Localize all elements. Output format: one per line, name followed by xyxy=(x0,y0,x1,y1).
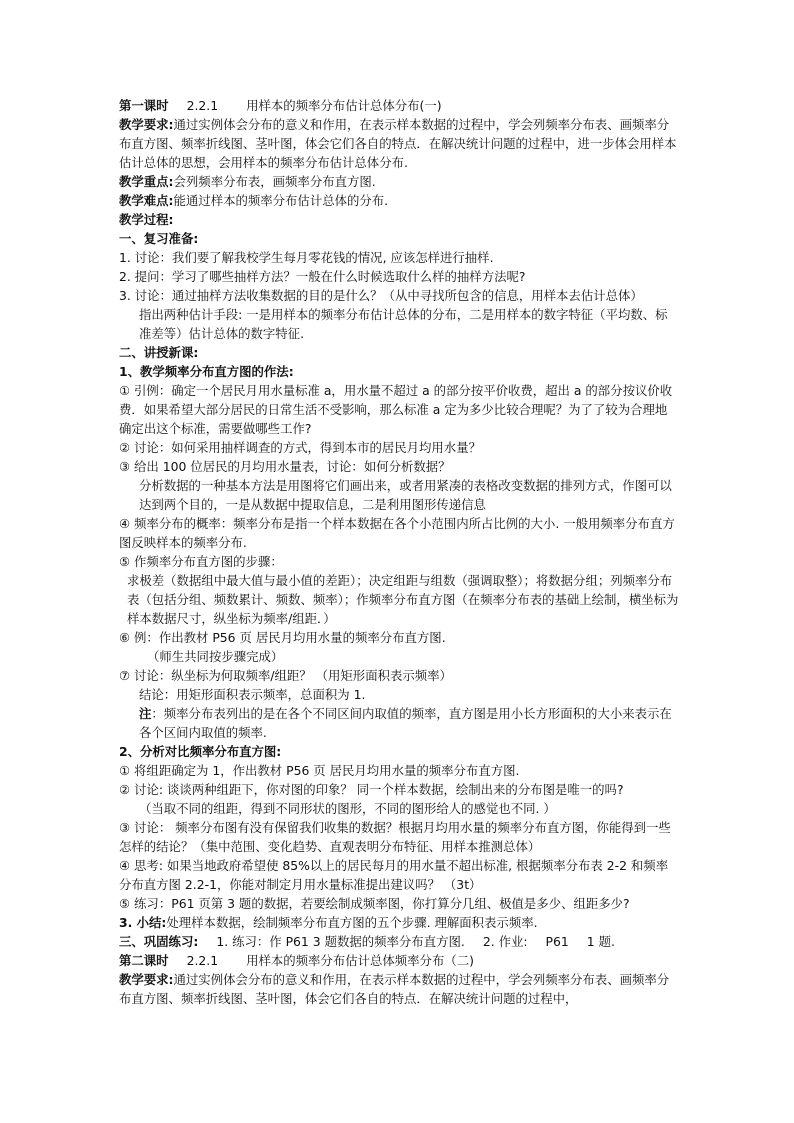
review-item-3: 3. 讨论：通过抽样方法收集数据的目的是什么？（从中寻找所包含的信息，用样本去估计总体） xyxy=(119,288,643,303)
lesson2-heading xyxy=(119,951,679,970)
lesson1-heading-title: 用样本的频率分布估计总体分布(一) xyxy=(246,98,442,113)
lesson1-heading xyxy=(119,96,679,115)
part1-item-4: ④ 频率分布的概率：频率分布是指一个样本数据在各个小范围内所占比例的大小. 一般用频率分布直方图反映样本的频率分布. xyxy=(119,516,675,550)
part1-item-5: ⑤ 作频率分布直方图的步骤： xyxy=(119,554,283,569)
practice-text-4: 1 题. xyxy=(586,934,615,949)
practice-text-2: 2. 作业: xyxy=(482,934,528,949)
lesson1-heading-section: 2.2.1 xyxy=(186,98,219,113)
review-heading: 一、复习准备: xyxy=(119,231,199,246)
lesson2-heading-title: 用样本的频率分布估计总体频率分布（二) xyxy=(246,953,474,968)
lesson1-difficulty xyxy=(119,191,679,210)
summary xyxy=(119,913,679,932)
new-lesson-heading: 二、讲授新课: xyxy=(119,345,199,360)
part2-item-4: ④ 思考: 如果当地政府希望使 85%以上的居民每月的用水量不超出标准, 根据频率分布表 2-2 和频率分布直方图 2.2-1，你能对制定月用水量标准提出建议吗？ （3t） xyxy=(119,858,669,892)
summary-text: 处理样本数据，绘制频率分布直方图的五个步骤. 理解面积表示频率. xyxy=(166,915,538,930)
annotation-text: ：频率分布表列出的是在各个不同区间内取值的频率，直方图是用小长方形面积的大小来表示在各个区间内取值的频率. xyxy=(139,706,672,740)
lesson1-diff-text: 能通过样本的频率分布估计总体的分布. xyxy=(173,193,389,208)
part1-item-6-note: （师生共同按步骤完成） xyxy=(147,649,284,664)
part1-item-3: ③ 给出 100 位居民的月均用水量表，讨论：如何分析数据？ xyxy=(119,459,451,474)
practice xyxy=(119,932,679,951)
lesson1-process-label: 教学过程: xyxy=(119,212,174,227)
lesson1-key-label: 教学重点: xyxy=(119,174,174,189)
review-note: 指出两种估计手段: 一是用样本的频率分布估计总体的分布，二是用样本的数字特征（平均数、标准差等）估计总体的数字特征. xyxy=(139,307,668,341)
part1-item-1: ① 引例：确定一个居民月用水量标准 a，用水量不超过 a 的部分按平价收费，超出 a 的部分按议价收费．如果希望大部分居民的日常生活不受影响，那么标准 a 定为多少比较合理呢？为了了较为合理地确定出这个标准，需要做哪些工作? xyxy=(119,383,673,436)
lesson2-requirements xyxy=(119,970,679,1008)
part1-item-2: ② 讨论：如何采用抽样调查的方式，得到本市的居民月均用水量？ xyxy=(119,440,481,455)
part2-item-5: ⑤ 练习：P61 页第 3 题的数据，若要绘制成频率图，你打算分几组、极值是多少、组距多少? xyxy=(119,896,630,911)
lesson1-req-label: 教学要求: xyxy=(119,117,174,132)
part2-item-3: ③ 讨论： 频率分布图有没有保留我们收集的数据？根据月均用水量的频率分布直方图，你能得到一些怎样的结论？（集中范围、变化趋势、直观表明分布特征、用样本推测总体） xyxy=(119,820,671,854)
annotation-label: 注 xyxy=(139,706,152,721)
lesson1-diff-label: 教学难点: xyxy=(119,193,174,208)
practice-text-1: 1. 练习：作 P61 3 题数据的频率分布直方图. xyxy=(216,934,465,949)
part1-heading: 1、教学频率分布直方图的作法: xyxy=(119,364,294,379)
review-item-2: 2. 提问：学习了哪些抽样方法？一般在什么时候选取什么样的抽样方法呢? xyxy=(119,269,526,284)
lesson1-req-text: 通过实例体会分布的意义和作用，在表示样本数据的过程中，学会列频率分布表、画频率分布直方图、频率折线图、茎叶图，体会它们各自的特点．在解决统计问题的过程中，进一步体会用样本估计总体的思想，会用样本的频率分布估计总体分布. xyxy=(119,117,677,170)
part1-item-7-conclusion: 结论：用矩形面积表示频率，总面积为 1. xyxy=(139,687,366,702)
practice-label: 三、巩固练习: xyxy=(119,934,199,949)
part2-item-1: ① 将组距确定为 1，作出教材 P56 页 居民月均用水量的频率分布直方图. xyxy=(119,763,520,778)
lesson2-heading-section: 2.2.1 xyxy=(186,953,219,968)
part1-item-3-note: 分析数据的一种基本方法是用图将它们画出来，或者用紧凑的表格改变数据的排列方式，作图可以达到两个目的，一是从数据中提取信息，二是利用图形传递信息 xyxy=(139,478,672,512)
part1-item-5-note: 求极差（数据组中最大值与最小值的差距）；决定组距与组数（强调取整）；将数据分组；列频率分布表（包括分组、频数累计、频数、频率）；作频率分布直方图（在频率分布表的基础上绘制，横坐标为样本数据尺寸，纵坐标为频率/组距．） xyxy=(127,573,679,626)
lesson1-requirements xyxy=(119,115,679,172)
part1-item-7: ⑦ 讨论：纵坐标为何取频率/组距？ （用矩形面积表示频率） xyxy=(119,668,452,683)
part1-item-6: ⑥ 例：作出教材 P56 页 居民月均用水量的频率分布直方图. xyxy=(119,630,446,645)
lesson2-req-text: 通过实例体会分布的意义和作用，在表示样本数据的过程中，学会列频率分布表、画频率分布直方图、频率折线图、茎叶图，体会它们各自的特点．在解决统计问题的过程中， xyxy=(119,972,670,1006)
lesson1-key-point xyxy=(119,172,679,191)
part2-item-2-note: （当取不同的组距，得到不同形状的图形，不同的图形给人的感觉也不同. ） xyxy=(139,801,556,816)
part2-heading: 2、分析对比频率分布直方图: xyxy=(119,744,282,759)
practice-text-3: P61 xyxy=(545,934,569,949)
review-item-1: 1. 讨论：我们要了解我校学生每月零花钱的情况, 应该怎样进行抽样. xyxy=(119,250,494,265)
summary-label: 3. 小结: xyxy=(119,915,167,930)
lesson2-heading-label: 第二课时 xyxy=(119,953,169,968)
lesson1-key-text: 会列频率分布表，画频率分布直方图. xyxy=(173,174,376,189)
lesson1-heading-label: 第一课时 xyxy=(119,98,169,113)
part1-item-7-annotation xyxy=(119,704,679,742)
document-page xyxy=(119,96,679,1008)
part2-item-2: ② 讨论: 谈谈两种组距下，你对图的印象？ 同一个样本数据，绘制出来的分布图是唯一的吗? xyxy=(119,782,624,797)
lesson2-req-label: 教学要求: xyxy=(119,972,174,987)
